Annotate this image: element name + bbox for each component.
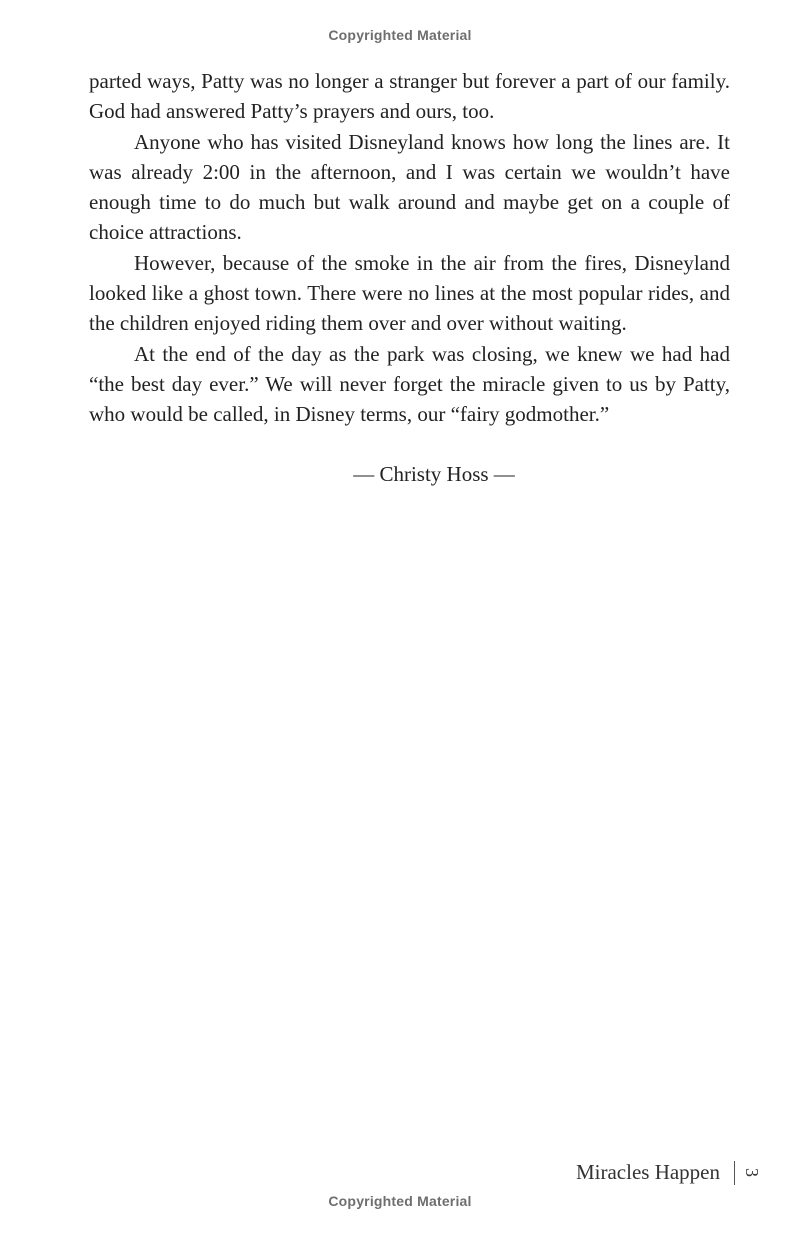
copyright-watermark-bottom: Copyrighted Material (328, 1193, 472, 1209)
story-body (89, 66, 730, 430)
page-number: 3 (742, 1168, 762, 1177)
paragraph: However, because of the smoke in the air from the fires, Disneyland looked like a ghost town. There were no lines at the most popular rides, and the children enjoyed riding them over and over without waiting. (89, 250, 730, 336)
page-footer (575, 1160, 762, 1185)
copyright-watermark-top: Copyrighted Material (328, 27, 472, 43)
paragraph: At the end of the day as the park was closing, we knew we had had “the best day ever.” We will never forget the miracle given to us by Patty, who would be called, in Disney terms, our “fairy godmother.” (89, 341, 730, 427)
paragraph: Anyone who has visited Disneyland knows how long the lines are. It was already 2:00 in the afternoon, and I was certain we wouldn’t have enough time to do much but walk around and maybe get on a couple of choice attractions. (89, 129, 730, 245)
paragraph-continuation: parted ways, Patty was no longer a stranger but forever a part of our family. God had answered Patty’s prayers and ours, too. (89, 69, 730, 124)
author-attribution: — Christy Hoss — (353, 462, 515, 486)
footer-divider (734, 1161, 735, 1185)
running-title: Miracles Happen (575, 1160, 720, 1184)
